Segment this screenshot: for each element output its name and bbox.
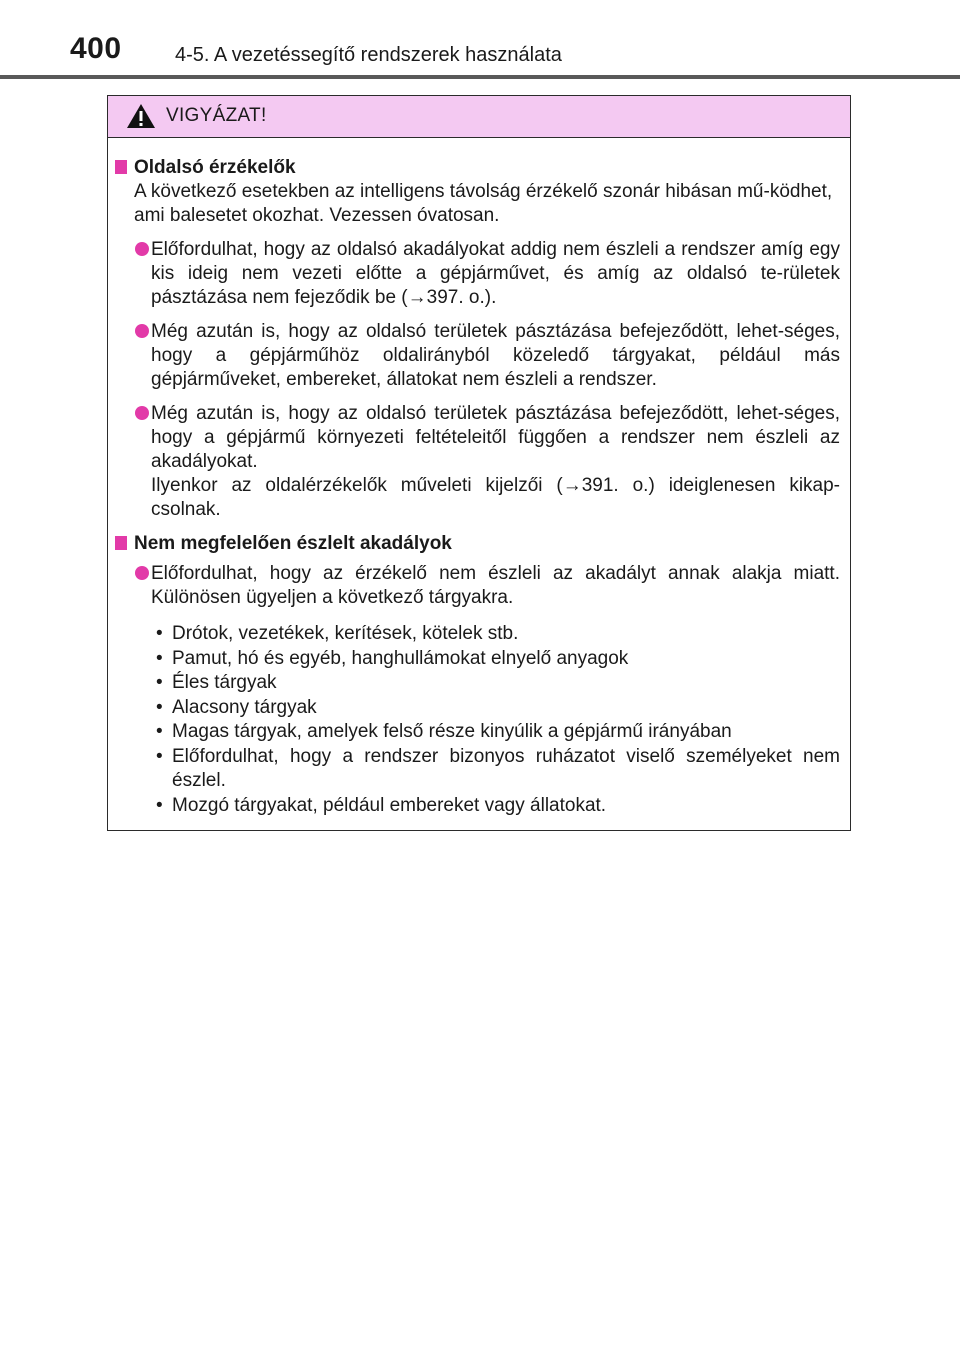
header-divider bbox=[0, 75, 960, 79]
list-item: • Alacsony tárgyak bbox=[156, 696, 317, 718]
list-item-text: Éles tárgyak bbox=[172, 672, 277, 693]
obstacle-list bbox=[108, 622, 840, 818]
warning-label: VIGYÁZAT! bbox=[166, 105, 267, 126]
list-item: • Magas tárgyak, amelyek felső része kinyúlik a gépjármű irányában bbox=[156, 721, 732, 742]
bullet-text: Még azután is, hogy az oldalsó területek pásztázása befejeződött, lehet-séges, hogy a gépjárműhöz oldalirányból közeledő tárgyakat, például más gépjárműveket, embereket, állatokat nem észleli a rendszer. bbox=[151, 321, 840, 390]
section-heading-side-sensors bbox=[108, 156, 840, 180]
section-intro: A következő esetekben az intelligens távolság érzékelő szonár hibásan mű-ködhet, ami balesetet okozhat. Vezessen óvatosan. bbox=[134, 181, 833, 226]
list-item-text: Pamut, hó és egyéb, hanghullámokat elnyelő anyagok bbox=[172, 647, 629, 669]
bullet-text: Előfordulhat, hogy az oldalsó akadályokat addig nem észleli a rendszer amíg egy kis ideig nem vezeti előtte a gépjárművet, és amíg az oldalsó te-rületek pásztázása nem fejeződik be ( bbox=[151, 239, 840, 308]
warning-box bbox=[107, 95, 851, 831]
list-item bbox=[108, 562, 840, 610]
bullet-text: Előfordulhat, hogy az érzékelő nem észleli az akadályt annak alakja miatt. Különösen ügyeljen a következő tárgyakra. bbox=[151, 563, 840, 608]
section-title: 4-5. A vezetéssegítő rendszerek használata bbox=[175, 44, 562, 66]
section-heading-obstacles bbox=[108, 532, 840, 556]
list-item: • Mozgó tárgyakat, például embereket vagy állatokat. bbox=[156, 794, 607, 816]
page-reference-link[interactable]: →397. o. bbox=[407, 287, 485, 308]
circle-bullet-icon bbox=[135, 566, 149, 580]
page-header bbox=[0, 0, 960, 80]
list-item bbox=[108, 320, 840, 392]
page-number: 400 bbox=[70, 32, 122, 65]
list-item: • Pamut, hó és egyéb, hanghullámokat elnyelő anyagok bbox=[156, 647, 629, 669]
list-item-text: Drótok, vezetékek, kerítések, kötelek stb. bbox=[172, 623, 519, 644]
circle-bullet-icon bbox=[135, 324, 149, 338]
list-item-text: Alacsony tárgyak bbox=[172, 696, 317, 718]
bullet-text-continuation: Ilyenkor az oldalérzékelők műveleti kijelzői ( bbox=[151, 475, 563, 496]
list-item-text: Mozgó tárgyakat, például embereket vagy állatokat. bbox=[172, 794, 607, 816]
square-bullet-icon bbox=[115, 160, 127, 174]
list-item bbox=[108, 238, 840, 310]
warning-triangle-icon bbox=[126, 103, 156, 129]
list-item-text: Magas tárgyak, amelyek felső része kinyúlik a gépjármű irányában bbox=[172, 721, 732, 742]
list-item: • Drótok, vezetékek, kerítések, kötelek stb. bbox=[156, 623, 519, 644]
warning-header bbox=[108, 96, 850, 138]
section-heading-text: Oldalsó érzékelők bbox=[134, 157, 296, 178]
section-heading-text: Nem megfelelően észlelt akadályok bbox=[134, 533, 452, 554]
square-bullet-icon bbox=[115, 536, 127, 550]
page-reference-link[interactable]: →391. o. bbox=[562, 475, 649, 496]
list-item bbox=[108, 402, 840, 522]
list-item: • Éles tárgyak bbox=[156, 672, 277, 693]
bullet-text-tail: ) ideiglenesen kikap-csolnak. bbox=[151, 475, 841, 520]
circle-bullet-icon bbox=[135, 242, 149, 256]
bullet-text: Még azután is, hogy az oldalsó területek pásztázása befejeződött, lehet-séges, hogy a gépjármű környezeti feltételeitől függően a rendszer nem észleli az akadályokat. bbox=[151, 403, 840, 472]
bullet-text-tail: ). bbox=[484, 287, 497, 308]
warning-body bbox=[108, 138, 850, 818]
list-item: • Előfordulhat, hogy a rendszer bizonyos ruházatot viselő személyeket nem észlel. bbox=[156, 745, 840, 791]
list-item-text: Előfordulhat, hogy a rendszer bizonyos ruházatot viselő személyeket nem észlel. bbox=[172, 745, 840, 791]
circle-bullet-icon bbox=[135, 406, 149, 420]
